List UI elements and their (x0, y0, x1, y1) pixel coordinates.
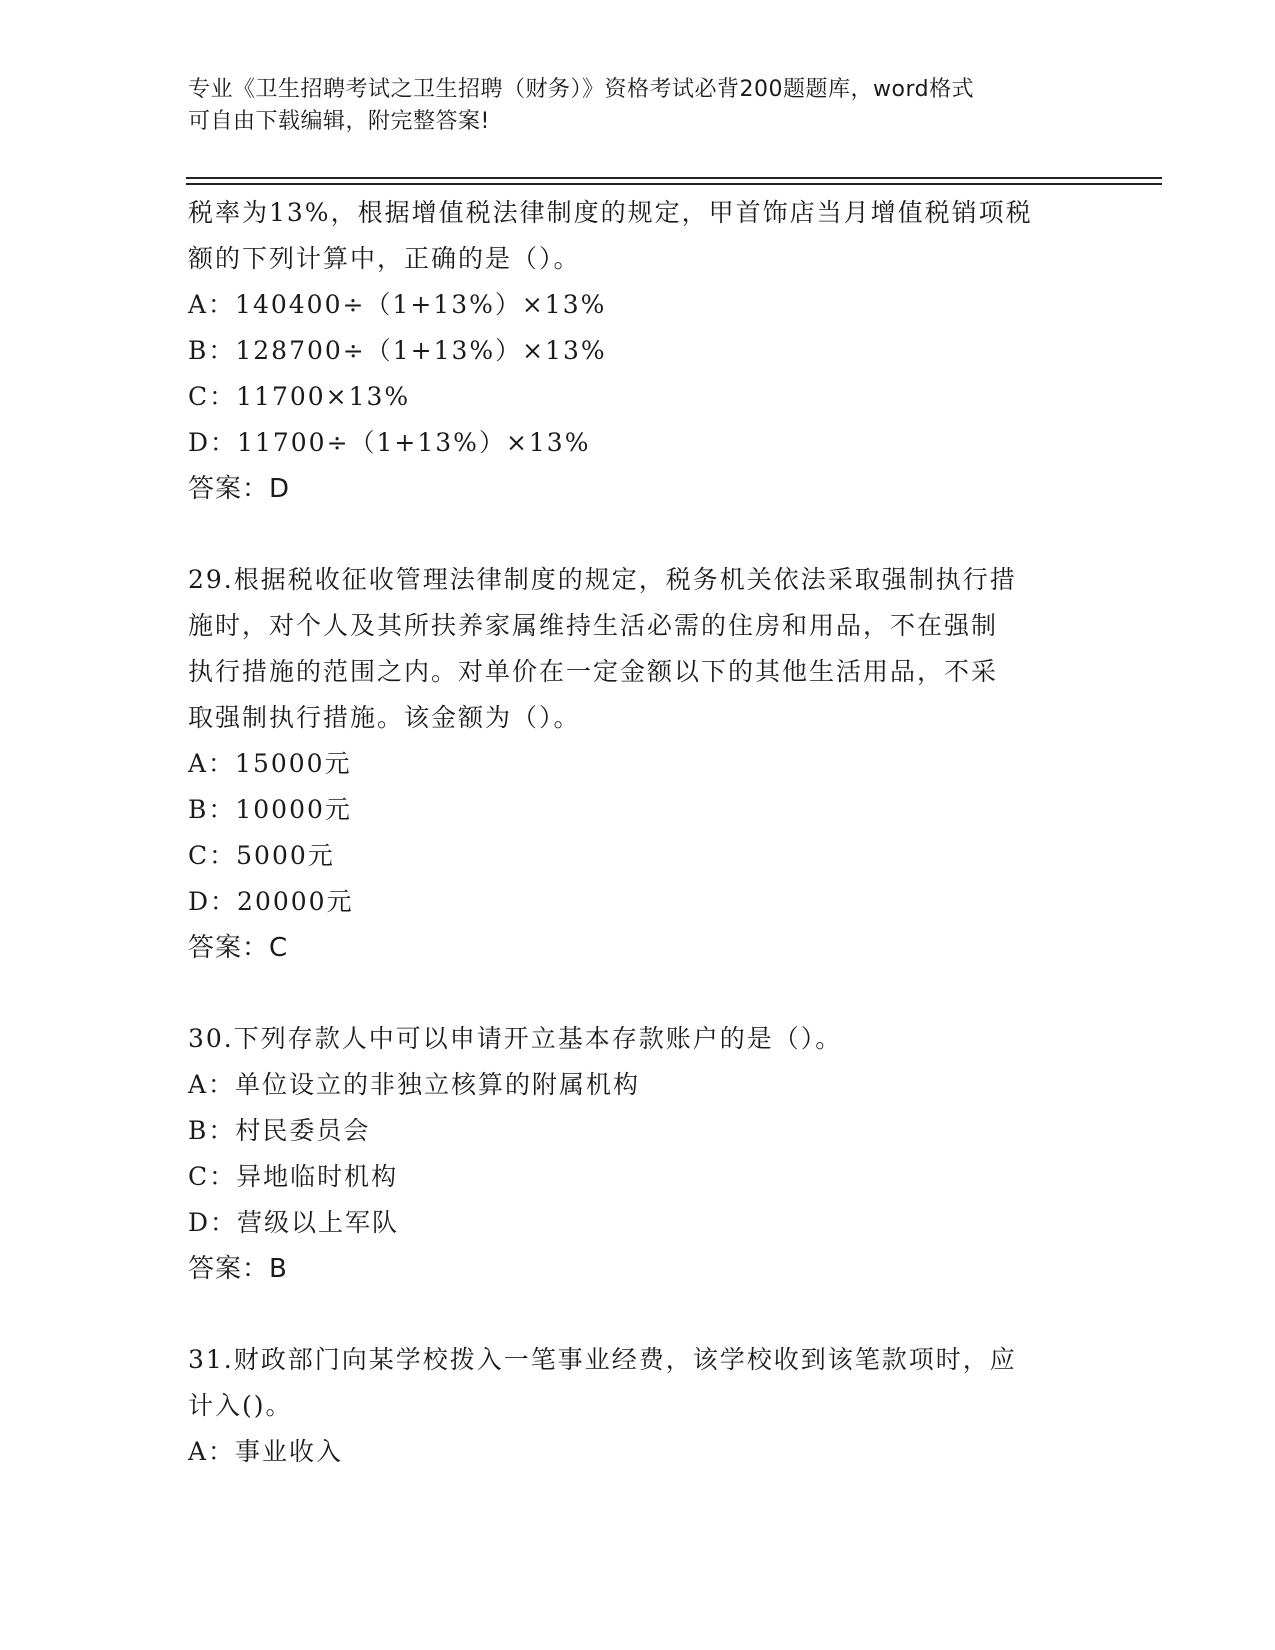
question-spacer (188, 971, 1088, 1016)
option-b: B：村民委员会 (188, 1116, 371, 1145)
question-28 (188, 190, 1088, 512)
question-content (188, 190, 1088, 1475)
option-d: D：11700÷（1+13%）×13% (188, 428, 591, 457)
option-a: A：15000元 (188, 749, 352, 778)
option-b: B：128700÷（1+13%）×13% (188, 336, 607, 365)
option-c: C：异地临时机构 (188, 1162, 399, 1191)
header-title-line-1: 专业《卫生招聘考试之卫生招聘（财务）》资格考试必背200题题库，word格式 (188, 77, 975, 102)
question-stem-line: 31.财政部门向某学校拨入一笔事业经费，该学校收到该笔款项时，应 (188, 1345, 1017, 1374)
option-b: B：10000元 (188, 795, 352, 824)
question-stem-line: 29.根据税收征收管理法律制度的规定，税务机关依法采取强制执行措 (188, 565, 1017, 594)
question-stem-line: 税率为13%，根据增值税法律制度的规定，甲首饰店当月增值税销项税 (188, 198, 1033, 227)
option-a: A：单位设立的非独立核算的附属机构 (188, 1070, 641, 1099)
question-stem-line: 30.下列存款人中可以申请开立基本存款账户的是（）。 (188, 1024, 843, 1053)
answer-label: 答案：B (188, 1254, 288, 1284)
question-29 (188, 557, 1088, 971)
header-divider-bottom (186, 183, 1162, 185)
option-d: D：20000元 (188, 887, 354, 916)
answer-label: 答案：D (188, 474, 291, 504)
option-a: A：140400÷（1+13%）×13% (188, 290, 607, 319)
header-divider-top (186, 177, 1162, 179)
question-30 (188, 1016, 1088, 1292)
header-title-line-2: 可自由下载编辑，附完整答案! (188, 109, 490, 134)
question-stem-line: 施时，对个人及其所扶养家属维持生活必需的住房和用品，不在强制 (188, 611, 999, 640)
question-31 (188, 1337, 1088, 1475)
option-a: A：事业收入 (188, 1437, 344, 1466)
answer-label: 答案：C (188, 933, 289, 963)
question-spacer (188, 512, 1088, 557)
option-c: C：11700×13% (188, 382, 411, 411)
question-stem-line: 执行措施的范围之内。对单价在一定金额以下的其他生活用品，不采 (188, 657, 999, 686)
question-stem-line: 额的下列计算中，正确的是（）。 (188, 244, 581, 273)
document-header (188, 74, 1088, 138)
option-d: D：营级以上军队 (188, 1208, 400, 1237)
question-stem-line: 计入()。 (188, 1391, 293, 1420)
question-stem-line: 取强制执行措施。该金额为（）。 (188, 703, 581, 732)
option-c: C：5000元 (188, 841, 335, 870)
question-spacer (188, 1292, 1088, 1337)
